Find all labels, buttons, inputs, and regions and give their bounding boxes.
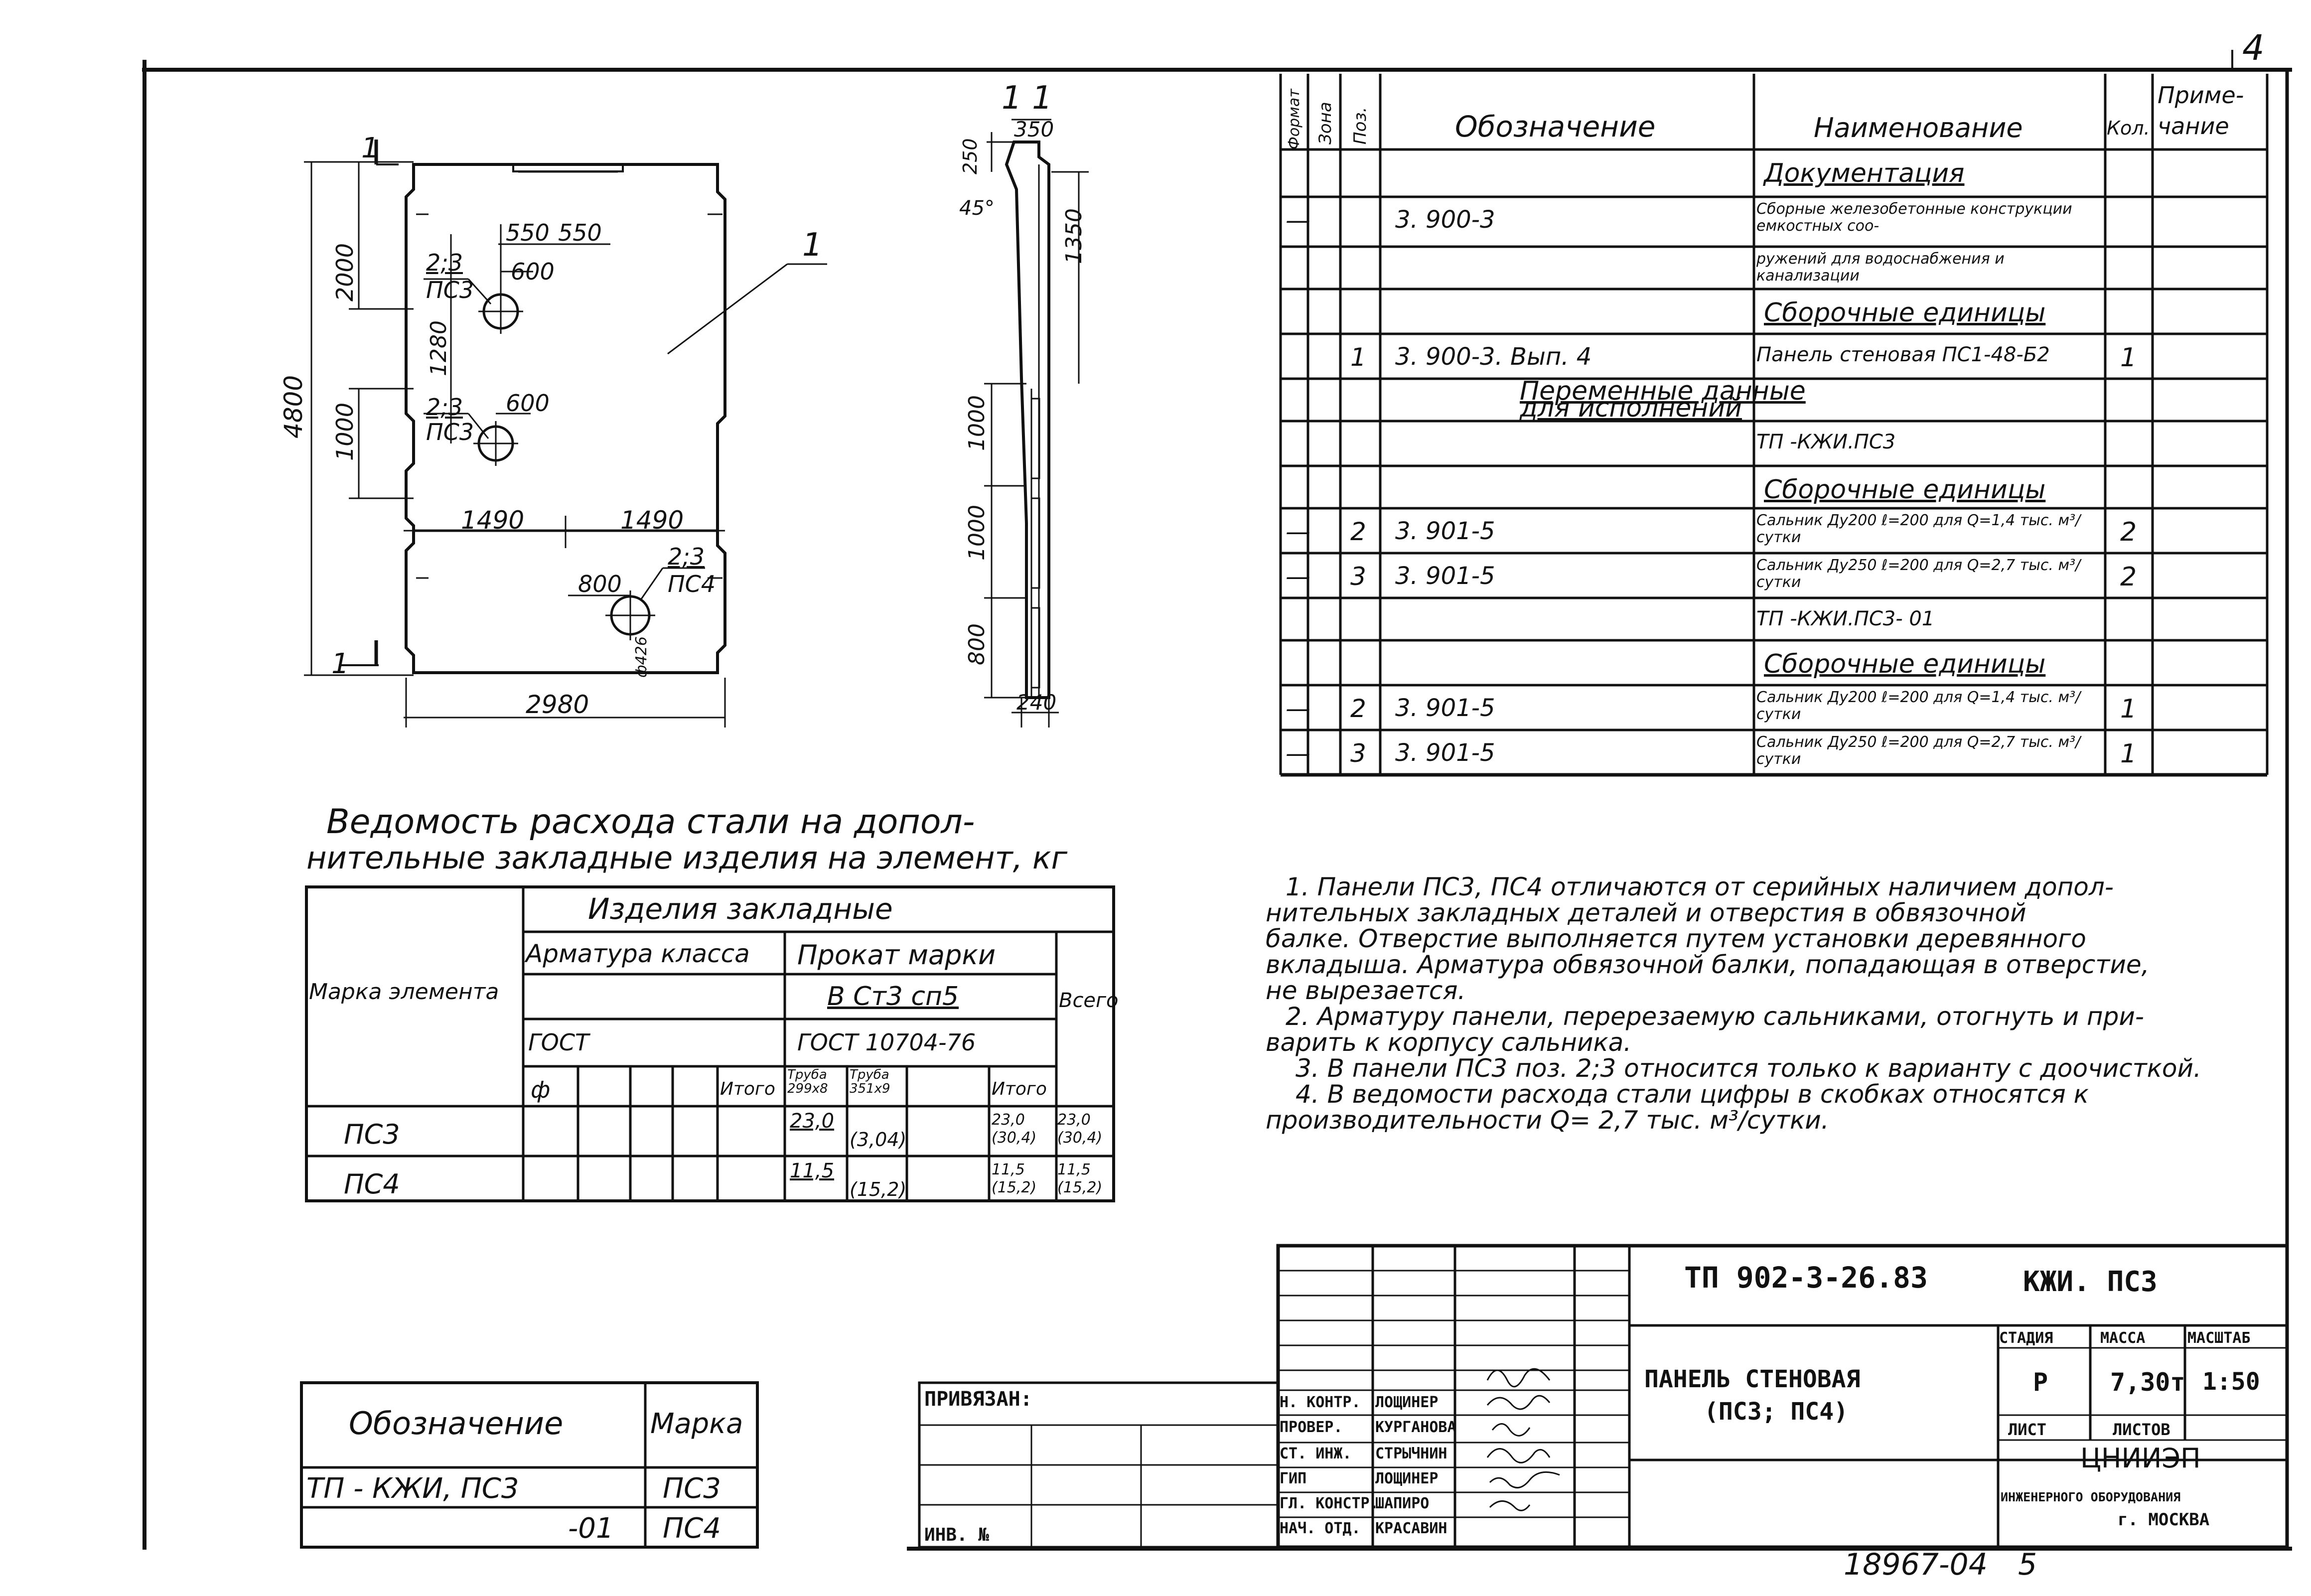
- note-line: варить к корпусу сальника.: [1266, 1028, 1632, 1057]
- dim-hole1-offset: 600: [511, 258, 555, 285]
- steel-h-gost2: ГОСТ 10704-76: [797, 1029, 976, 1056]
- spec-row-name: ружений для водоснабжения и канализации: [1756, 250, 2005, 285]
- cut-mark-bottom: 1: [331, 648, 349, 680]
- signer-role: ГЛ. КОНСТР.: [1280, 1495, 1379, 1512]
- spec-row-qty: 1: [2120, 694, 2137, 724]
- steel-h-items: Изделия закладные: [588, 892, 893, 926]
- spec-row-designation: 3. 901-5: [1395, 739, 1495, 767]
- drawing-title-2: (ПС3; ПС4): [1704, 1398, 1848, 1426]
- spec-h-zone: Зона: [1315, 102, 1335, 145]
- signer-name: КУРГАНОВА: [1375, 1419, 1456, 1436]
- spec-h-designation: Обозначение: [1455, 110, 1656, 144]
- drawing-title-1: ПАНЕЛЬ СТЕНОВАЯ: [1644, 1365, 1861, 1393]
- stage-header: СТАДИЯ: [1999, 1329, 2053, 1347]
- note-line: 2. Арматуру панели, перерезаемую сальниками, отогнуть и при-: [1286, 1002, 2144, 1031]
- sheet-header: ЛИСТ: [2008, 1420, 2047, 1439]
- spec-row-qty: 1: [2120, 343, 2137, 373]
- signer-role: ПРОВЕР.: [1280, 1419, 1343, 1436]
- dim-mid-height: 1000: [331, 402, 358, 461]
- callout-3-pos: 2;3: [668, 543, 705, 570]
- signer-name: СТРЫЧНИН: [1375, 1445, 1447, 1462]
- spec-row-dash: —: [1286, 517, 1310, 546]
- steel-row-brand: ПС4: [344, 1168, 400, 1200]
- page-number: 5: [2018, 1547, 2037, 1582]
- sec-dim-angle: 45°: [959, 197, 995, 220]
- steel-h-itogo1: Итого: [720, 1079, 775, 1099]
- spec-row-designation: 3. 901-5: [1395, 562, 1495, 590]
- sec-dim-h1: 1350: [1061, 208, 1087, 264]
- dim-hole-zone: 1280: [426, 320, 451, 376]
- signer-role: НАЧ. ОТД.: [1280, 1520, 1361, 1537]
- steel-row-pipe2: (3,04): [850, 1129, 907, 1151]
- marks-row-2-designation: -01: [568, 1512, 614, 1545]
- dim-hole3-offset: 800: [578, 571, 622, 597]
- steel-row-pipe1: 23,0: [790, 1110, 835, 1133]
- cut-mark-top: 1: [361, 132, 379, 164]
- spec-row-qty: 1: [2120, 739, 2137, 769]
- section-title: 1 1: [1002, 80, 1052, 117]
- callout-2-brand: ПС3: [426, 419, 474, 445]
- spec-row-name: Сальник Ду200 ℓ=200 для Q=1,4 тыс. м³/сутки: [1756, 689, 2081, 723]
- mass-value: 7,30т: [2110, 1368, 2185, 1397]
- spec-h-pos: Поз.: [1350, 107, 1370, 145]
- spec-row-pos: 1: [1350, 343, 1366, 372]
- steel-title-2: нительные закладные изделия на элемент, кг: [306, 840, 1068, 876]
- dim-half-right: 1490: [620, 506, 684, 535]
- archive-number: 18967-04: [1844, 1547, 1988, 1582]
- spec-h-note: [2158, 80, 2265, 142]
- note-line: вкладыша. Арматура обвязочной балки, попадающая в отверстие,: [1266, 950, 2150, 979]
- sec-dim-top-w: 350: [1014, 117, 1054, 142]
- note-line: производительности Q= 2,7 тыс. м³/сутки.: [1266, 1106, 1829, 1135]
- signer-role: Н. КОНТР.: [1280, 1394, 1361, 1411]
- marks-h-brand: Марка: [650, 1408, 743, 1440]
- doc-suffix: КЖИ. ПС3: [2023, 1266, 2158, 1298]
- spec-row-name: Панель стеновая ПС1-48-Б2: [1756, 343, 2050, 366]
- doc-code: ТП 902-3-26.83: [1684, 1261, 1928, 1295]
- spec-row-designation: 3. 900-3: [1395, 206, 1495, 234]
- stage-value: Р: [2033, 1368, 2048, 1397]
- steel-row-pipe1: 11,5: [790, 1160, 835, 1182]
- dim-total-height: 4800: [279, 375, 308, 438]
- steel-h-brand: Марка элемента: [309, 979, 499, 1005]
- spec-row-dash: —: [1286, 206, 1310, 235]
- binding-label: ПРИВЯЗАН:: [924, 1388, 1032, 1411]
- mass-header: МАССА: [2100, 1329, 2146, 1347]
- steel-row-itogo: 23,0 (30,4): [992, 1111, 1037, 1147]
- steel-row-pipe2: (15,2): [850, 1178, 907, 1200]
- spec-row-name: Сальник Ду250 ℓ=200 для Q=2,7 тыс. м³/сутки: [1756, 557, 2081, 591]
- sheets-header: ЛИСТОВ: [2113, 1420, 2170, 1439]
- inventory-label: ИНВ. №: [924, 1525, 990, 1545]
- position-leader-1: 1: [802, 227, 823, 264]
- steel-h-pipe1: Труба 299х8: [787, 1067, 828, 1096]
- steel-h-gost1: ГОСТ: [528, 1029, 589, 1056]
- spec-row-dash: —: [1286, 694, 1310, 723]
- marks-row-1-designation: ТП - КЖИ, ПС3: [306, 1472, 519, 1505]
- spec-row-designation: 3. 901-5: [1395, 517, 1495, 545]
- dim-total-width: 2980: [526, 690, 589, 719]
- spec-row-qty: 2: [2120, 517, 2137, 547]
- steel-h-steel: В Ст3 сп5: [827, 982, 959, 1012]
- dim-top-w2: 550: [558, 219, 602, 246]
- dim-hole-dia: ф426: [633, 636, 650, 678]
- dim-top-height: 2000: [331, 243, 358, 301]
- spec-row-name: Сальник Ду200 ℓ=200 для Q=1,4 тыс. м³/сутки: [1756, 512, 2081, 546]
- org-subtitle: ИНЖЕНЕРНОГО ОБОРУДОВАНИЯ: [2001, 1490, 2181, 1504]
- signer-role: ГИП: [1280, 1470, 1307, 1487]
- steel-h-phi: ф: [531, 1076, 551, 1103]
- spec-h-name: Наименование: [1814, 112, 2023, 144]
- marks-row-1-brand: ПС3: [663, 1472, 721, 1505]
- signer-name: ЛОЩИНЕР: [1375, 1394, 1439, 1411]
- note-line: не вырезается.: [1266, 976, 1466, 1005]
- spec-row-name: Переменные данные для исполнений: [1520, 376, 1806, 423]
- spec-h-note-text: Приме-чание: [2158, 82, 2244, 140]
- sec-dim-h3: 1000: [964, 505, 990, 561]
- spec-row-name: Сборные железобетонные конструкции емкостных соо-: [1756, 200, 2072, 235]
- note-line: нительных закладных деталей и отверстия в обвязочной: [1266, 898, 2026, 927]
- spec-row-pos: 2: [1350, 694, 1366, 723]
- signer-name: КРАСАВИН: [1375, 1520, 1447, 1537]
- dim-top-w1: 550: [506, 219, 550, 246]
- sec-dim-top-h: 250: [959, 138, 981, 174]
- spec-row-pos: 3: [1350, 562, 1366, 591]
- spec-row-designation: 3. 901-5: [1395, 694, 1495, 722]
- spec-row-dash: —: [1286, 739, 1310, 768]
- sheet-number: 4: [2242, 27, 2265, 68]
- steel-h-itogo2: Итого: [992, 1079, 1047, 1099]
- dim-half-left: 1490: [461, 506, 525, 535]
- steel-h-rebar: Арматура класса: [526, 939, 750, 968]
- spec-row-dash: —: [1286, 562, 1310, 591]
- scale-header: МАСШТАБ: [2187, 1329, 2251, 1347]
- spec-row-name: Сальник Ду250 ℓ=200 для Q=2,7 тыс. м³/сутки: [1756, 733, 2081, 768]
- steel-table-grid: [306, 887, 1114, 1201]
- sec-dim-h2: 1000: [964, 395, 990, 451]
- steel-h-rolled: Прокат марки: [797, 939, 996, 971]
- signer-name: ШАПИРО: [1375, 1495, 1430, 1512]
- spec-row-name: Сборочные единицы: [1764, 649, 2046, 679]
- spec-row-designation: 3. 900-3. Вып. 4: [1395, 343, 1592, 371]
- spec-row-name: Документация: [1764, 158, 1965, 188]
- note-line: 4. В ведомости расхода стали цифры в скобках относятся к: [1296, 1080, 2089, 1109]
- spec-row-pos: 2: [1350, 517, 1366, 546]
- callout-3-brand: ПС4: [668, 571, 716, 597]
- spec-row-name: ТП -КЖИ.ПС3- 01: [1756, 607, 1935, 630]
- sec-dim-bottom-w: 240: [1016, 690, 1057, 715]
- signer-name: ЛОЩИНЕР: [1375, 1470, 1439, 1487]
- org-name: ЦНИИЭП: [2080, 1443, 2201, 1474]
- spec-row-pos: 3: [1350, 739, 1366, 768]
- spec-row-qty: 2: [2120, 562, 2137, 592]
- steel-row-brand: ПС3: [344, 1119, 400, 1150]
- spec-h-format: Формат: [1286, 89, 1303, 149]
- steel-title-1: Ведомость расхода стали на допол-: [326, 802, 975, 842]
- note-line: 3. В панели ПС3 поз. 2;3 относится только к варианту с доочисткой.: [1296, 1054, 2201, 1083]
- marks-row-2-brand: ПС4: [663, 1512, 721, 1545]
- steel-h-pipe2: Труба 351х9: [850, 1067, 890, 1096]
- note-line: 1. Панели ПС3, ПС4 отличаются от серийных наличием допол-: [1286, 872, 2114, 901]
- dim-hole2-offset: 600: [506, 390, 550, 417]
- callout-2-pos: 2;3: [426, 394, 463, 421]
- callout-1-brand: ПС3: [426, 277, 474, 303]
- org-city: г. МОСКВА: [2118, 1510, 2210, 1530]
- spec-row-name: Сборочные единицы: [1764, 298, 2046, 328]
- scale-value: 1:50: [2202, 1368, 2260, 1396]
- steel-h-total: Всего: [1059, 989, 1119, 1012]
- note-line: балке. Отверстие выполняется путем установки деревянного: [1266, 924, 2086, 953]
- steel-row-itogo: 11,5 (15,2): [992, 1161, 1037, 1196]
- steel-row-total: 11,5 (15,2): [1057, 1161, 1103, 1196]
- sec-dim-h4: 800: [964, 623, 990, 665]
- signer-role: СТ. ИНЖ.: [1280, 1445, 1352, 1462]
- callout-1-pos: 2;3: [426, 249, 463, 276]
- marks-h-designation: Обозначение: [349, 1405, 564, 1442]
- spec-row-name: ТП -КЖИ.ПС3: [1756, 431, 1896, 453]
- spec-row-name: Сборочные единицы: [1764, 475, 2046, 505]
- spec-h-qty: Кол.: [2107, 117, 2150, 139]
- steel-row-total: 23,0 (30,4): [1057, 1111, 1103, 1147]
